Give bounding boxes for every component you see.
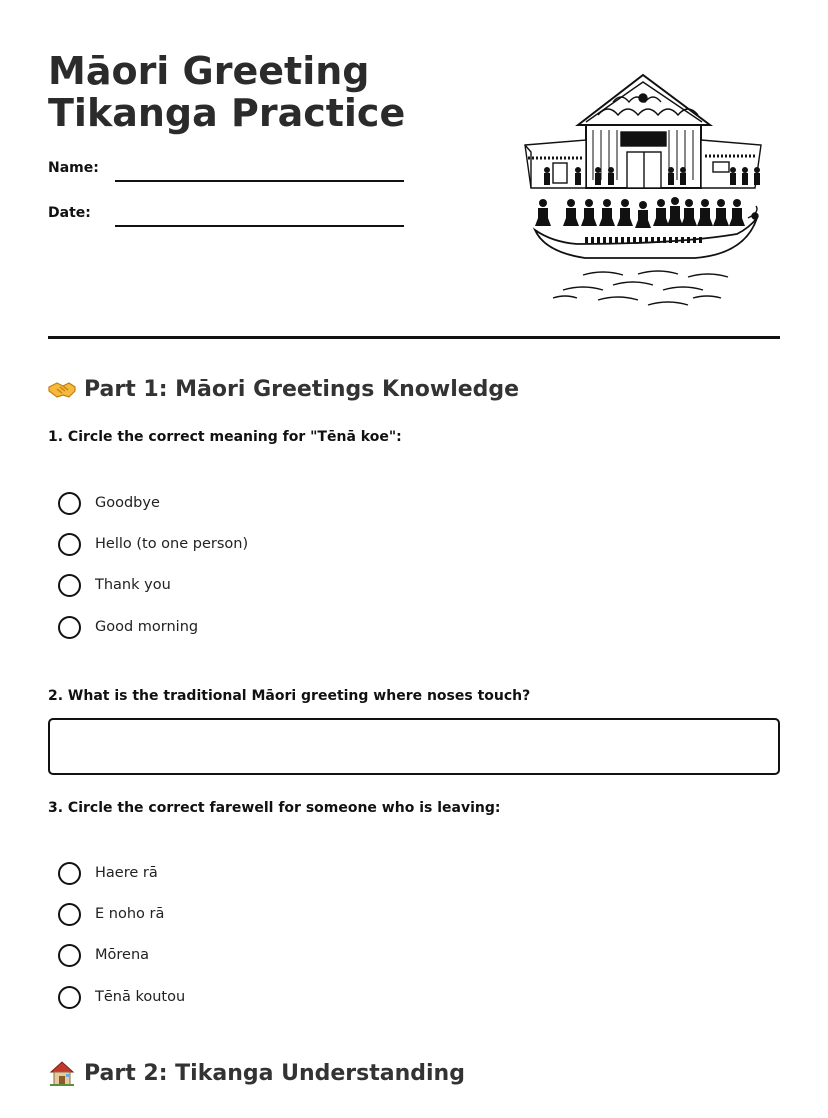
option-label: Goodbye: [95, 495, 160, 511]
option-label: Good morning: [95, 619, 199, 635]
house-icon: [48, 1059, 76, 1087]
marae-waka-illustration: [523, 70, 768, 315]
option-label: Mōrena: [95, 947, 150, 963]
date-field-row: [48, 205, 408, 235]
q3-option-1[interactable]: [58, 860, 158, 886]
part1-heading: [48, 374, 519, 404]
question-2: 2. What is the traditional Māori greeting where noses touch?: [48, 688, 531, 704]
name-field-row: [48, 160, 408, 190]
question-3: 3. Circle the correct farewell for someone who is leaving:: [48, 800, 501, 816]
radio-circle[interactable]: [58, 862, 81, 885]
option-label: Hello (to one person): [95, 536, 249, 552]
radio-circle[interactable]: [58, 903, 81, 926]
q3-option-3[interactable]: [58, 942, 149, 968]
handshake-icon: [48, 375, 76, 403]
question-1: 1. Circle the correct meaning for "Tēnā koe":: [48, 429, 402, 445]
q3-option-4[interactable]: [58, 984, 185, 1010]
q1-option-1[interactable]: [58, 490, 160, 516]
date-field[interactable]: [115, 225, 404, 227]
part2-title: Part 2: Tikanga Understanding: [84, 1060, 465, 1086]
radio-circle[interactable]: [58, 574, 81, 597]
page-title: Māori Greeting Tikanga Practice: [48, 49, 406, 135]
radio-circle[interactable]: [58, 986, 81, 1009]
q2-answer-box[interactable]: [48, 718, 780, 775]
name-label: Name:: [48, 160, 99, 176]
option-label: Haere rā: [95, 865, 158, 881]
radio-circle[interactable]: [58, 533, 81, 556]
option-label: Thank you: [95, 577, 171, 593]
q1-option-4[interactable]: [58, 614, 198, 640]
q3-option-2[interactable]: [58, 901, 164, 927]
radio-circle[interactable]: [58, 944, 81, 967]
date-label: Date:: [48, 205, 91, 221]
radio-circle[interactable]: [58, 616, 81, 639]
q1-option-3[interactable]: [58, 572, 171, 598]
header-divider: [48, 336, 780, 339]
radio-circle[interactable]: [58, 492, 81, 515]
option-label: Tēnā koutou: [95, 989, 186, 1005]
name-field[interactable]: [115, 180, 404, 182]
q1-option-2[interactable]: [58, 531, 248, 557]
part1-title: Part 1: Māori Greetings Knowledge: [84, 376, 520, 402]
option-label: E noho rā: [95, 906, 165, 922]
part2-heading: [48, 1058, 465, 1088]
